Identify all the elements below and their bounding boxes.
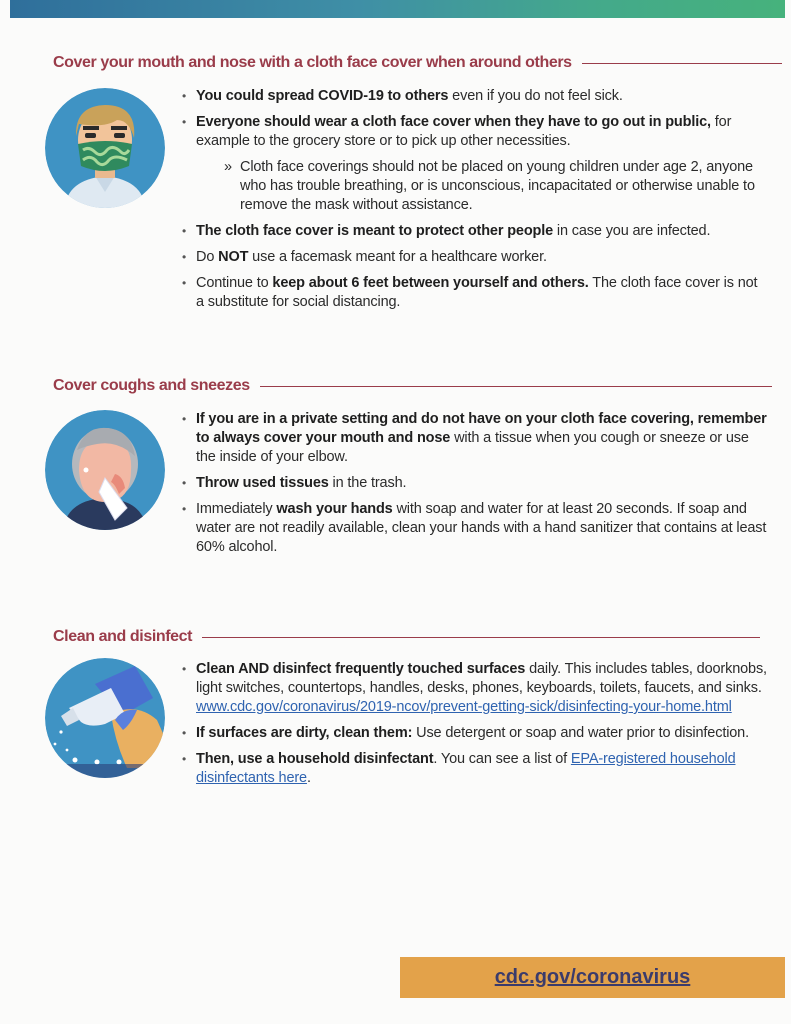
list-item: • Do NOT use a facemask meant for a healthcare worker. — [182, 248, 767, 267]
section-title: Cover coughs and sneezes — [53, 377, 250, 394]
spray-bottle-icon — [45, 658, 165, 778]
list-item: • Continue to keep about 6 feet between yourself and others. The cloth face cover is not a substitute for social distancing. — [182, 274, 767, 312]
epa-disinfectants-link[interactable]: EPA-registered household disinfectants here — [196, 751, 736, 786]
sub-list — [224, 158, 767, 215]
cdc-website-link[interactable]: cdc.gov/coronavirus — [494, 966, 691, 988]
section-title: Clean and disinfect — [53, 628, 193, 645]
list-item: • Clean AND disinfect frequently touched surfaces daily. This includes tables, doorknobs, light switches, countertops, handles, desks, phones, keyboards, toilets, faucets, and sinks. www.cdc.gov/coronavirus/2019-ncov/prevent-getting-sick/disinfecting-your-home.html — [182, 660, 767, 717]
list-item: • Everyone should wear a cloth face cover when they have to go out in public, for example to the grocery store or to pick up other necessities. » Cloth face coverings should not be placed on young children under age 2, anyone who has trouble breathing, or is unconscious, incapacitated or otherwise unable to remove the mask without assistance. — [182, 113, 767, 215]
bullet-list — [182, 660, 767, 795]
list-item: • If surfaces are dirty, clean them: Use detergent or soap and water prior to disinfection. — [182, 724, 767, 743]
section-heading — [53, 626, 760, 648]
heading-rule — [582, 63, 782, 64]
bullet-list — [182, 410, 767, 564]
disinfecting-home-link[interactable]: www.cdc.gov/coronavirus/2019-ncov/prevent-getting-sick/disinfecting-your-home.html — [196, 699, 732, 715]
top-color-bar — [10, 0, 785, 18]
heading-rule — [260, 386, 772, 387]
list-item: • You could spread COVID-19 to others even if you do not feel sick. — [182, 87, 767, 106]
section-title: Cover your mouth and nose with a cloth face cover when around others — [53, 54, 572, 71]
sub-list-item: » Cloth face coverings should not be placed on young children under age 2, anyone who has trouble breathing, or is unconscious, incapacitated or otherwise unable to remove the mask without assistance. — [224, 158, 767, 215]
list-item: • Throw used tissues in the trash. — [182, 474, 767, 493]
list-item: • If you are in a private setting and do not have on your cloth face covering, remember to always cover your mouth and nose with a tissue when you cough or sneeze or use the inside of your elbow. — [182, 410, 767, 467]
section-heading — [53, 52, 782, 74]
list-item: • The cloth face cover is meant to protect other people in case you are infected. — [182, 222, 767, 241]
list-item: • Then, use a household disinfectant. You can see a list of EPA-registered household disinfectants here. — [182, 750, 767, 788]
heading-rule — [202, 637, 760, 638]
bullet-list — [182, 87, 767, 319]
footer-banner — [400, 957, 785, 998]
section-heading — [53, 375, 772, 397]
list-item: • Immediately wash your hands with soap and water for at least 20 seconds. If soap and water are not readily available, clean your hands with a hand sanitizer that contains at least 60% alcohol. — [182, 500, 767, 557]
person-sneezing-icon — [45, 410, 165, 530]
person-with-mask-icon — [45, 88, 165, 208]
